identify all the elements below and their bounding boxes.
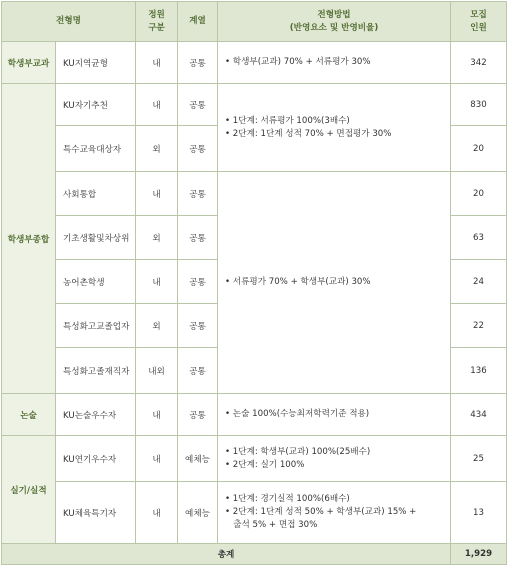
row-name: 특수교육대상자 (56, 126, 136, 172)
method-cell: • 학생부(교과) 70% + 서류평가 30% (218, 42, 451, 84)
total-count: 1,929 (451, 544, 507, 565)
row-track: 공통 (178, 304, 218, 348)
row-name: 기초생활및차상위 (56, 216, 136, 260)
row-count: 25 (451, 436, 507, 482)
table-row (2, 394, 507, 436)
header-row (2, 2, 507, 42)
row-quota: 내 (136, 42, 178, 84)
row-quota: 내 (136, 260, 178, 304)
row-quota: 내 (136, 84, 178, 126)
category-cell: 학생부종합 (2, 84, 56, 394)
row-track: 공통 (178, 260, 218, 304)
header-track: 계열 (178, 2, 218, 42)
row-quota: 내 (136, 436, 178, 482)
row-track: 공통 (178, 348, 218, 394)
row-count: 136 (451, 348, 507, 394)
row-count: 20 (451, 172, 507, 216)
row-quota: 외 (136, 304, 178, 348)
row-track: 예체능 (178, 482, 218, 544)
method-cell: • 논술 100%(수능최저학력기준 적용) (218, 394, 451, 436)
total-label: 총계 (2, 544, 451, 565)
row-name: KU연기우수자 (56, 436, 136, 482)
method-cell: • 1단계: 경기실적 100%(6배수) • 2단계: 1단계 성적 50% + 학생부(교과) 15% + 출석 5% + 면접 30% (218, 482, 451, 544)
row-quota: 내 (136, 394, 178, 436)
row-track: 공통 (178, 394, 218, 436)
total-row (2, 544, 507, 565)
row-name: 특성화고졸재직자 (56, 348, 136, 394)
row-quota: 외 (136, 126, 178, 172)
row-name: 특성화고교졸업자 (56, 304, 136, 348)
table-row (2, 436, 507, 482)
row-name: 사회통합 (56, 172, 136, 216)
method-cell: • 서류평가 70% + 학생부(교과) 30% (218, 172, 451, 394)
category-cell: 학생부교과 (2, 42, 56, 84)
header-method: 전형방법 (반영요소 및 반영비율) (218, 2, 451, 42)
category-cell: 논술 (2, 394, 56, 436)
admission-table (1, 1, 507, 565)
row-count: 22 (451, 304, 507, 348)
row-count: 20 (451, 126, 507, 172)
row-count: 434 (451, 394, 507, 436)
header-type: 전형명 (2, 2, 136, 42)
row-name: KU체육특기자 (56, 482, 136, 544)
row-name: 농어촌학생 (56, 260, 136, 304)
table-row (2, 42, 507, 84)
row-count: 24 (451, 260, 507, 304)
row-track: 공통 (178, 84, 218, 126)
row-quota: 내 (136, 172, 178, 216)
row-track: 공통 (178, 126, 218, 172)
row-quota: 내외 (136, 348, 178, 394)
row-track: 공통 (178, 216, 218, 260)
row-count: 830 (451, 84, 507, 126)
row-count: 63 (451, 216, 507, 260)
table-row (2, 84, 507, 126)
row-quota: 내 (136, 482, 178, 544)
method-cell: • 1단계: 서류평가 100%(3배수) • 2단계: 1단계 성적 70% + 면접평가 30% (218, 84, 451, 172)
row-count: 342 (451, 42, 507, 84)
row-track: 예체능 (178, 436, 218, 482)
table-row (2, 172, 507, 216)
table-row (2, 482, 507, 544)
row-quota: 외 (136, 216, 178, 260)
row-track: 공통 (178, 42, 218, 84)
method-cell: • 1단계: 학생부(교과) 100%(25배수) • 2단계: 실기 100% (218, 436, 451, 482)
row-name: KU지역균형 (56, 42, 136, 84)
row-count: 13 (451, 482, 507, 544)
row-name: KU자기추천 (56, 84, 136, 126)
header-quota: 정원 구분 (136, 2, 178, 42)
row-name: KU논술우수자 (56, 394, 136, 436)
row-track: 공통 (178, 172, 218, 216)
category-cell: 실기/실적 (2, 436, 56, 544)
header-count: 모집 인원 (451, 2, 507, 42)
